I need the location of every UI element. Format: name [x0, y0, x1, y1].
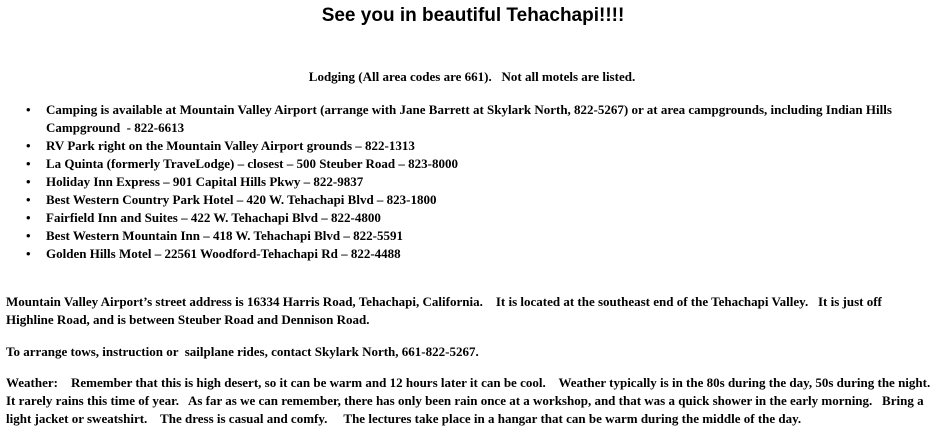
list-item-text: Camping is available at Mountain Valley Airport (arrange with Jane Barrett at Skylark North, 822-5267) or at area campgrounds, including Indian Hills Campground - 822-6613 — [46, 102, 896, 135]
list-item-text: Golden Hills Motel – 22561 Woodford-Tehachapi Rd – 822-4488 — [46, 246, 401, 261]
list-item-text: Best Western Country Park Hotel – 420 W. Tehachapi Blvd – 823-1800 — [46, 192, 437, 207]
airport-address-paragraph: Mountain Valley Airport’s street address is 16334 Harris Road, Tehachapi, California. It is located at the southeast end of the Tehachapi Valley. It is just off Highline Road, and is between Steuber Road and Dennison Road. — [6, 294, 886, 327]
list-item-text: Best Western Mountain Inn – 418 W. Tehachapi Blvd – 822-5591 — [46, 228, 403, 243]
tows-contact-paragraph: To arrange tows, instruction or sailplane rides, contact Skylark North, 661-822-5267. — [6, 344, 479, 359]
bullet-icon: • — [26, 138, 31, 153]
lodging-list — [26, 101, 926, 263]
list-item — [26, 137, 926, 155]
list-item-text: RV Park right on the Mountain Valley Airport grounds – 822-1313 — [46, 138, 415, 153]
bullet-icon: • — [26, 228, 31, 243]
list-item — [26, 227, 926, 245]
list-item-text: Fairfield Inn and Suites – 422 W. Tehachapi Blvd – 822-4800 — [46, 210, 381, 225]
lodging-heading: Lodging (All area codes are 661). Not all motels are listed. — [308, 69, 636, 84]
bullet-icon: • — [26, 210, 31, 225]
list-item-text: Holiday Inn Express – 901 Capital Hills Pkwy – 822-9837 — [46, 174, 364, 189]
list-item — [26, 191, 926, 209]
list-item — [26, 155, 926, 173]
list-item — [26, 101, 926, 137]
bullet-icon: • — [26, 156, 31, 171]
list-item — [26, 209, 926, 227]
bullet-icon: • — [26, 192, 31, 207]
list-item — [26, 173, 926, 191]
list-item-text: La Quinta (formerly TraveLodge) – closest – 500 Steuber Road – 823-8000 — [46, 156, 458, 171]
bullet-icon: • — [26, 246, 31, 261]
bullet-icon: • — [26, 102, 31, 117]
list-item — [26, 245, 926, 263]
weather-paragraph: Weather: Remember that this is high desert, so it can be warm and 12 hours later it can be cool. Weather typically is in the 80s during the day, 50s during the night. It rarely rains this time of year. As far as we can remember, there has only been rain once at a workshop, and that was a quick shower in the early morning. Bring a light jacket or sweatshirt. The dress is casual and comfy. The lectures take place in a hangar that can be warm during the middle of the day. — [6, 375, 944, 426]
bullet-icon: • — [26, 174, 31, 189]
page-title: See you in beautiful Tehachapi!!!! — [321, 5, 625, 26]
